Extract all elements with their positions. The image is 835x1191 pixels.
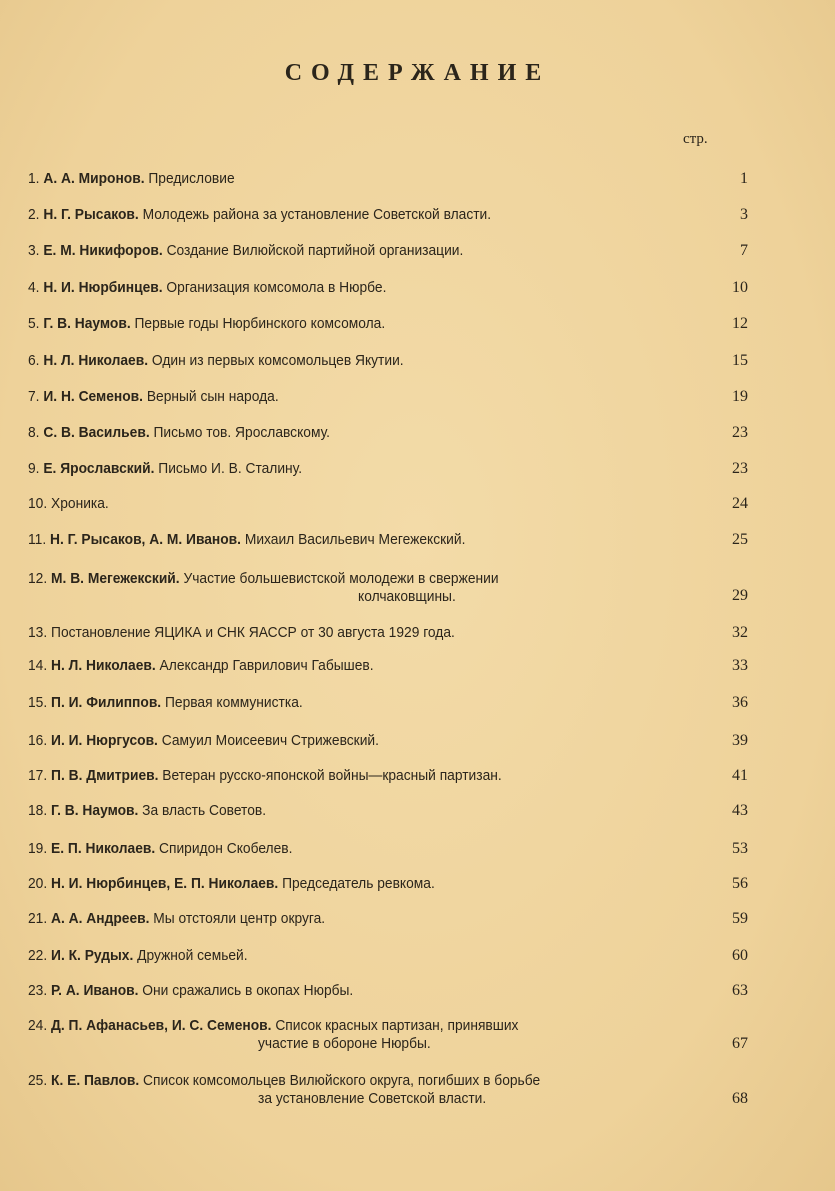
toc-entry [28, 657, 748, 675]
toc-entry [28, 279, 748, 297]
entry-line [28, 170, 235, 188]
entry-page-number: 29 [732, 587, 748, 604]
entry-page-number: 32 [732, 624, 748, 641]
entry-page-number: 7 [740, 242, 748, 259]
entry-number: 20. [28, 875, 48, 892]
entry-author: С. В. Васильев. [43, 424, 150, 441]
toc-entry [28, 767, 748, 785]
toc-entry [28, 495, 748, 513]
entry-number: 24. [28, 1017, 48, 1034]
entry-number: 7. [28, 388, 40, 405]
entry-title: Они сражались в окопах Нюрбы. [142, 982, 354, 999]
entry-page-number: 19 [732, 388, 748, 405]
toc-entry [28, 206, 748, 224]
entry-number: 8. [28, 424, 40, 441]
entry-author: Н. Л. Николаев. [51, 657, 156, 674]
entry-title: За власть Советов. [142, 802, 267, 819]
toc-entry [28, 840, 748, 858]
entry-number: 9. [28, 460, 40, 477]
entry-title-continuation: участие в обороне Нюрбы. [258, 1035, 431, 1052]
toc-entry [28, 910, 748, 928]
entry-page-number: 41 [732, 767, 748, 784]
entry-title: Создание Вилюйской партийной организации. [166, 242, 464, 259]
entry-page-number: 68 [732, 1090, 748, 1107]
entry-author: П. И. Филиппов. [51, 694, 162, 711]
entry-line [28, 947, 248, 965]
entry-author: М. В. Мегежекский. [51, 570, 180, 587]
entry-page-number: 36 [732, 694, 748, 711]
entry-line [28, 875, 435, 893]
toc-entry [28, 732, 748, 750]
entry-line [28, 531, 465, 549]
toc-entry [28, 982, 748, 1000]
entry-number: 2. [28, 206, 40, 223]
toc-entry [28, 1017, 748, 1052]
toc-entry [28, 424, 748, 442]
entry-author: И. И. Нюргусов. [51, 732, 158, 749]
entry-author: И. К. Рудых. [51, 947, 134, 964]
entry-line [28, 982, 353, 1000]
entry-title: Первые годы Нюрбинского комсомола. [134, 315, 386, 332]
entry-title: Ветеран русско-японской войны—красный партизан. [162, 767, 502, 784]
entry-page-number: 24 [732, 495, 748, 512]
entry-author: А. А. Миронов. [43, 170, 145, 187]
toc-entry [28, 875, 748, 893]
entry-title: Первая коммунистка. [164, 694, 303, 711]
entry-number: 23. [28, 982, 48, 999]
entry-author: Н. Л. Николаев. [43, 352, 149, 369]
entry-number: 14. [28, 657, 48, 674]
toc-entry [28, 315, 748, 333]
entry-author: Н. И. Нюрбинцев, Е. П. Николаев. [51, 875, 279, 892]
entry-title-continuation: за установление Советской власти. [258, 1090, 487, 1107]
entry-page-number: 1 [740, 170, 748, 187]
entry-title: Мы отстояли центр округа. [153, 910, 326, 927]
entry-author: Е. Ярославский. [43, 460, 155, 477]
entry-title: Александр Гаврилович Габышев. [159, 657, 374, 674]
entry-title: Верный сын народа. [146, 388, 279, 405]
page-title: СОДЕРЖАНИЕ [284, 60, 551, 86]
entry-author: И. Н. Семенов. [43, 388, 143, 405]
entry-title: Список красных партизан, принявших [275, 1017, 519, 1034]
entry-line [28, 206, 491, 224]
entry-line [28, 1017, 518, 1035]
toc-entry [28, 531, 748, 549]
entry-line [28, 732, 379, 750]
entry-title: Организация комсомола в Нюрбе. [166, 279, 387, 296]
entry-author: Г. В. Наумов. [51, 802, 139, 819]
entry-author: П. В. Дмитриев. [51, 767, 159, 784]
entry-number: 25. [28, 1072, 48, 1089]
entry-number: 16. [28, 732, 48, 749]
entry-line [28, 315, 385, 333]
entry-author: Г. В. Наумов. [43, 315, 131, 332]
entry-author: Е. М. Никифоров. [43, 242, 163, 259]
entry-line [28, 1072, 540, 1090]
entry-line [28, 767, 502, 785]
entry-author: Н. И. Нюрбинцев. [43, 279, 163, 296]
toc-entry [28, 460, 748, 478]
toc-entry [28, 802, 748, 820]
entry-line [28, 352, 404, 370]
entry-title: Хроника. [51, 495, 109, 512]
entry-author: Н. Г. Рысаков. [43, 206, 139, 223]
entry-line [28, 802, 266, 820]
entry-page-number: 23 [732, 460, 748, 477]
entry-line [28, 460, 302, 478]
entry-number: 4. [28, 279, 40, 296]
entry-page-number: 12 [732, 315, 748, 332]
toc-entry [28, 947, 748, 965]
entry-title: Дружной семьей. [137, 947, 248, 964]
toc-entry [28, 694, 748, 712]
entry-title: Михаил Васильевич Мегежекский. [244, 531, 466, 548]
page-column-label: стр. [683, 131, 708, 147]
entry-number: 19. [28, 840, 48, 857]
toc-entry [28, 1072, 748, 1107]
entry-number: 17. [28, 767, 48, 784]
entry-page-number: 56 [732, 875, 748, 892]
entry-number: 15. [28, 694, 48, 711]
toc-entry [28, 170, 748, 188]
entry-title: Самуил Моисеевич Стрижевский. [161, 732, 379, 749]
entry-title: Молодежь района за установление Советской власти. [142, 206, 492, 223]
entry-author: Р. А. Иванов. [51, 982, 139, 999]
entry-number: 22. [28, 947, 48, 964]
entry-title: Письмо тов. Ярославскому. [153, 424, 330, 441]
entry-page-number: 3 [740, 206, 748, 223]
toc-entry [28, 624, 748, 642]
entry-page-number: 15 [732, 352, 748, 369]
entry-number: 1. [28, 170, 40, 187]
entry-number: 6. [28, 352, 40, 369]
entry-page-number: 53 [732, 840, 748, 857]
entry-title: Спиридон Скобелев. [159, 840, 293, 857]
toc-entry [28, 570, 748, 605]
entry-page-number: 59 [732, 910, 748, 927]
toc-entry [28, 242, 748, 260]
entry-number: 5. [28, 315, 40, 332]
entry-author: А. А. Андреев. [51, 910, 150, 927]
entry-number: 13. [28, 624, 48, 641]
entry-page-number: 33 [732, 657, 748, 674]
entry-author: К. Е. Павлов. [51, 1072, 140, 1089]
entry-line [28, 424, 330, 442]
entry-title: Письмо И. В. Сталину. [158, 460, 303, 477]
toc-entry [28, 352, 748, 370]
entry-title: Председатель ревкома. [282, 875, 435, 892]
entry-title: Список комсомольцев Вилюйского округа, погибших в борьбе [143, 1072, 541, 1089]
entry-author: Д. П. Афанасьев, И. С. Семенов. [51, 1017, 272, 1034]
entry-number: 12. [28, 570, 48, 587]
entry-title: Постановление ЯЦИКА и СНК ЯАССР от 30 августа 1929 года. [51, 624, 455, 641]
entry-title: Один из первых комсомольцев Якутии. [151, 352, 404, 369]
entry-page-number: 43 [732, 802, 748, 819]
toc-entry [28, 388, 748, 406]
entry-line [28, 279, 386, 297]
entry-author: Е. П. Николаев. [51, 840, 156, 857]
entry-number: 18. [28, 802, 48, 819]
entry-line [28, 657, 374, 675]
entry-line [28, 388, 279, 406]
entry-number: 11. [28, 531, 47, 548]
entry-page-number: 23 [732, 424, 748, 441]
entry-page-number: 67 [732, 1035, 748, 1052]
entry-title: Предисловие [148, 170, 235, 187]
entry-page-number: 39 [732, 732, 748, 749]
entry-title: Участие большевистской молодежи в свержении [183, 570, 499, 587]
entry-line [28, 495, 109, 513]
entry-line [28, 910, 325, 928]
entry-author: Н. Г. Рысаков, А. М. Иванов. [50, 531, 242, 548]
entry-number: 10. [28, 495, 48, 512]
entry-page-number: 25 [732, 531, 748, 548]
entry-number: 3. [28, 242, 40, 259]
entry-page-number: 60 [732, 947, 748, 964]
entry-title-continuation: колчаковщины. [358, 588, 456, 605]
entry-line [28, 242, 463, 260]
entry-page-number: 10 [732, 279, 748, 296]
entry-line [28, 570, 499, 588]
entry-number: 21. [28, 910, 48, 927]
entry-line [28, 840, 292, 858]
entry-line [28, 624, 455, 642]
entry-line [28, 694, 303, 712]
entry-page-number: 63 [732, 982, 748, 999]
